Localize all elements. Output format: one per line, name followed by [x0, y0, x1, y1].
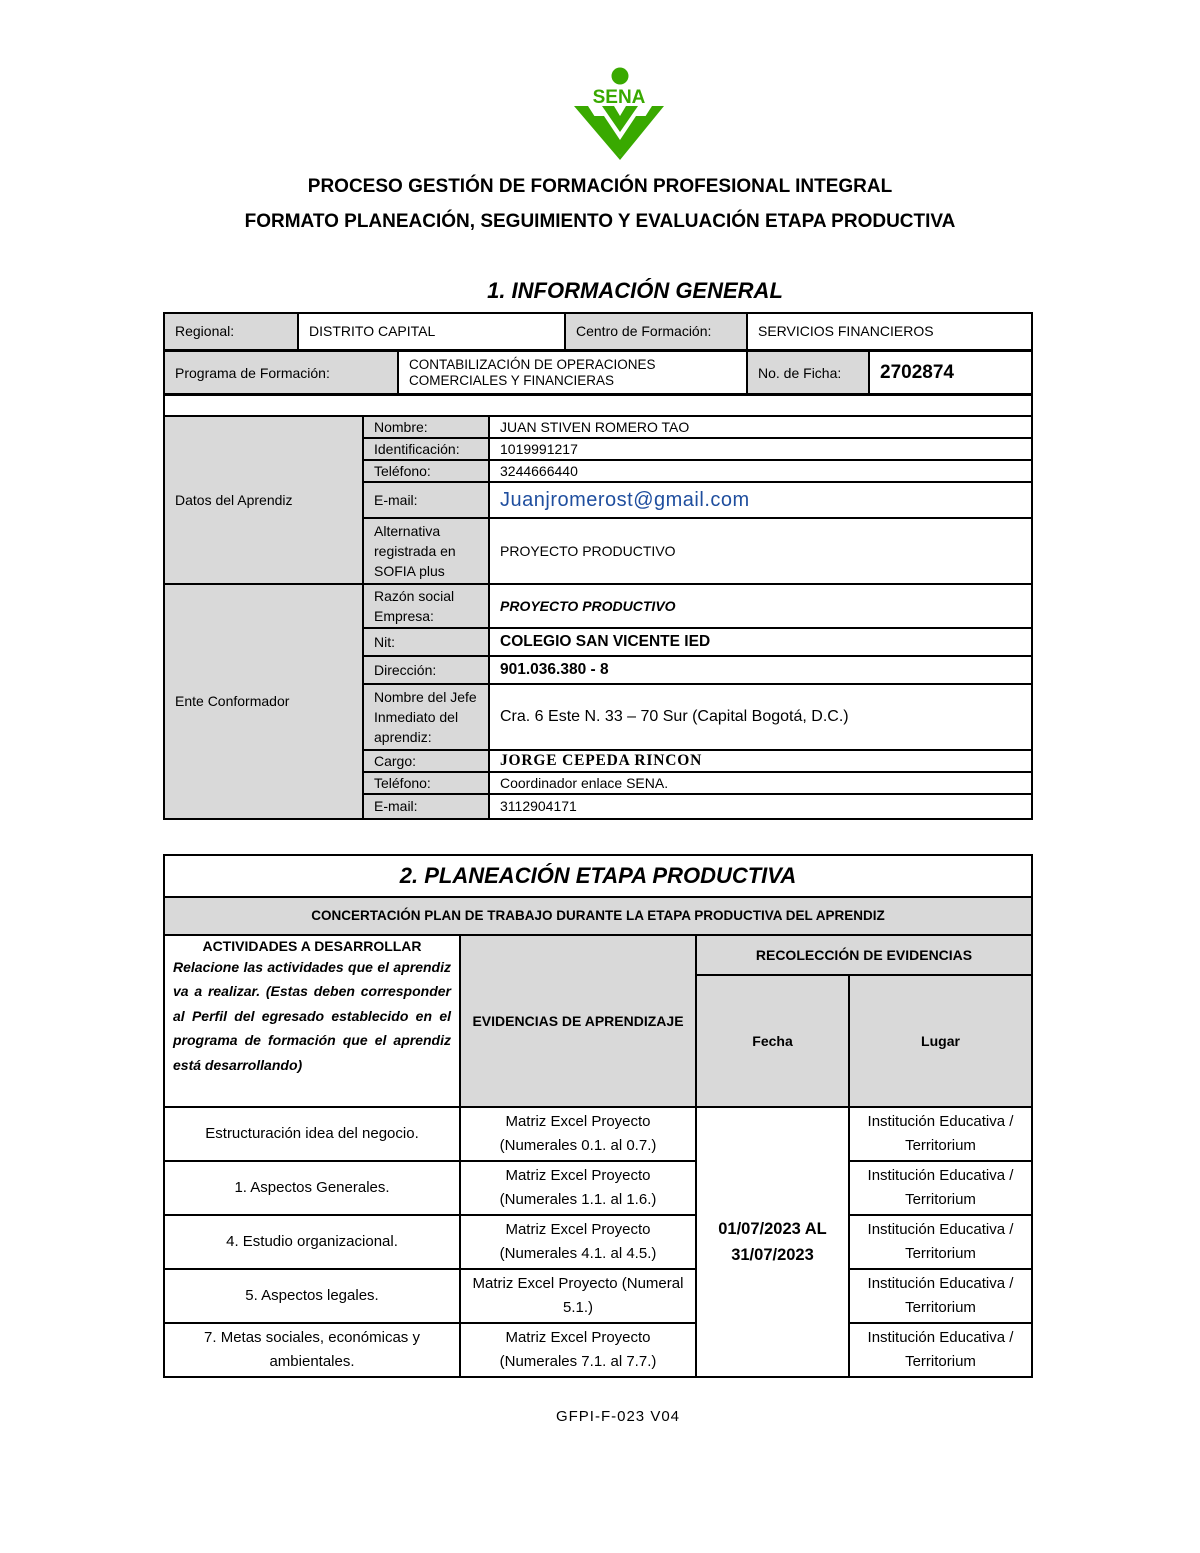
aprendiz-id-label: Identificación:	[363, 438, 489, 460]
aprendiz-tel-label: Teléfono:	[363, 460, 489, 482]
document-subtitle: FORMATO PLANEACIÓN, SEGUIMIENTO Y EVALUACIÓN ETAPA PRODUCTIVA	[244, 211, 956, 232]
programa-value: CONTABILIZACIÓN DE OPERACIONES COMERCIALES Y FINANCIERAS	[398, 351, 747, 395]
lugar-cell: Institución Educativa / Territorium	[849, 1161, 1032, 1215]
jefe-label: Nombre del Jefe Inmediato del aprendiz:	[363, 684, 489, 750]
general-info-table	[163, 312, 1033, 351]
lugar-header: Lugar	[849, 975, 1032, 1107]
aprendiz-email-link[interactable]: Juanjromerost@gmail.com	[489, 482, 1032, 518]
nit-label: Nit:	[363, 628, 489, 656]
regional-value: DISTRITO CAPITAL	[298, 313, 565, 350]
regional-label: Regional:	[164, 313, 298, 350]
actividades-header	[164, 935, 460, 1107]
aprendiz-tel-value: 3244666440	[489, 460, 1032, 482]
razon-value: PROYECTO PRODUCTIVO	[489, 584, 1032, 628]
cargo-label: Cargo:	[363, 750, 489, 772]
ente-group-label: Ente Conformador	[164, 584, 363, 819]
aprendiz-id-value: 1019991217	[489, 438, 1032, 460]
date-range: 01/07/2023 AL 31/07/2023	[696, 1107, 849, 1377]
programa-label: Programa de Formación:	[164, 351, 398, 395]
lugar-cell: Institución Educativa / Territorium	[849, 1107, 1032, 1161]
section2-heading: 2. PLANEACIÓN ETAPA PRODUCTIVA	[164, 855, 1032, 897]
spacer-row	[164, 394, 1032, 416]
razon-label: Razón social Empresa:	[363, 584, 489, 628]
ficha-label: No. de Ficha:	[747, 351, 869, 395]
nit-value: COLEGIO SAN VICENTE IED	[489, 628, 1032, 656]
evidencia-cell: Matriz Excel Proyecto (Numerales 7.1. al 7.7.)	[460, 1323, 696, 1377]
alternativa-label: Alternativa registrada en SOFIA plus	[363, 518, 489, 584]
sena-logo	[568, 66, 668, 160]
fecha-header: Fecha	[696, 975, 849, 1107]
section1-heading: 1. INFORMACIÓN GENERAL	[487, 278, 783, 303]
details-table	[163, 393, 1033, 820]
lugar-cell: Institución Educativa / Territorium	[849, 1269, 1032, 1323]
aprendiz-group-label: Datos del Aprendiz	[164, 416, 363, 584]
evidencia-cell: Matriz Excel Proyecto (Numeral 5.1.)	[460, 1269, 696, 1323]
aprendiz-email-label: E-mail:	[363, 482, 489, 518]
ficha-value: 2702874	[869, 351, 1032, 395]
ente-tel-label: Teléfono:	[363, 772, 489, 794]
ente-tel-value: Coordinador enlace SENA.	[489, 772, 1032, 794]
ente-email-label: E-mail:	[363, 794, 489, 819]
alternativa-value: PROYECTO PRODUCTIVO	[489, 518, 1032, 584]
footer-code: GFPI-F-023 V04	[555, 1408, 681, 1425]
ente-email-value: 3112904171	[489, 794, 1032, 819]
lugar-cell: Institución Educativa / Territorium	[849, 1215, 1032, 1269]
evidencia-cell: Matriz Excel Proyecto (Numerales 1.1. al 1.6.)	[460, 1161, 696, 1215]
centro-label: Centro de Formación:	[565, 313, 747, 350]
evidencias-header: EVIDENCIAS DE APRENDIZAJE	[460, 935, 696, 1107]
actividades-note: Relacione las actividades que el aprendiz va a realizar. (Estas deben corresponder al Perfil del egresado establecido en el programa de formación que el aprendiz está desarrollando)	[173, 958, 451, 1073]
actividad-cell: Estructuración idea del negocio.	[164, 1107, 460, 1161]
cargo-value: JORGE CEPEDA RINCON	[489, 750, 1032, 772]
logo-text: SENA	[592, 87, 646, 108]
evidencia-cell: Matriz Excel Proyecto (Numerales 4.1. al 4.5.)	[460, 1215, 696, 1269]
actividad-cell: 4. Estudio organizacional.	[164, 1215, 460, 1269]
program-table	[163, 350, 1033, 396]
direccion-value: 901.036.380 - 8	[489, 656, 1032, 684]
actividad-cell: 7. Metas sociales, económicas y ambientales.	[164, 1323, 460, 1377]
aprendiz-nombre-value: JUAN STIVEN ROMERO TAO	[489, 416, 1032, 438]
recoleccion-header: RECOLECCIÓN DE EVIDENCIAS	[696, 935, 1032, 975]
planeacion-table	[163, 854, 1033, 1378]
document-title: PROCESO GESTIÓN DE FORMACIÓN PROFESIONAL INTEGRAL	[307, 176, 893, 197]
aprendiz-nombre-label: Nombre:	[363, 416, 489, 438]
evidencia-cell: Matriz Excel Proyecto (Numerales 0.1. al 0.7.)	[460, 1107, 696, 1161]
jefe-value: Cra. 6 Este N. 33 – 70 Sur (Capital Bogotá, D.C.)	[489, 684, 1032, 750]
centro-value: SERVICIOS FINANCIEROS	[747, 313, 1032, 350]
actividad-cell: 1. Aspectos Generales.	[164, 1161, 460, 1215]
lugar-cell: Institución Educativa / Territorium	[849, 1323, 1032, 1377]
section2-subheading: CONCERTACIÓN PLAN DE TRABAJO DURANTE LA ETAPA PRODUCTIVA DEL APRENDIZ	[164, 897, 1032, 935]
direccion-label: Dirección:	[363, 656, 489, 684]
actividad-cell: 5. Aspectos legales.	[164, 1269, 460, 1323]
actividades-title: ACTIVIDADES A DESARROLLAR	[202, 938, 422, 954]
